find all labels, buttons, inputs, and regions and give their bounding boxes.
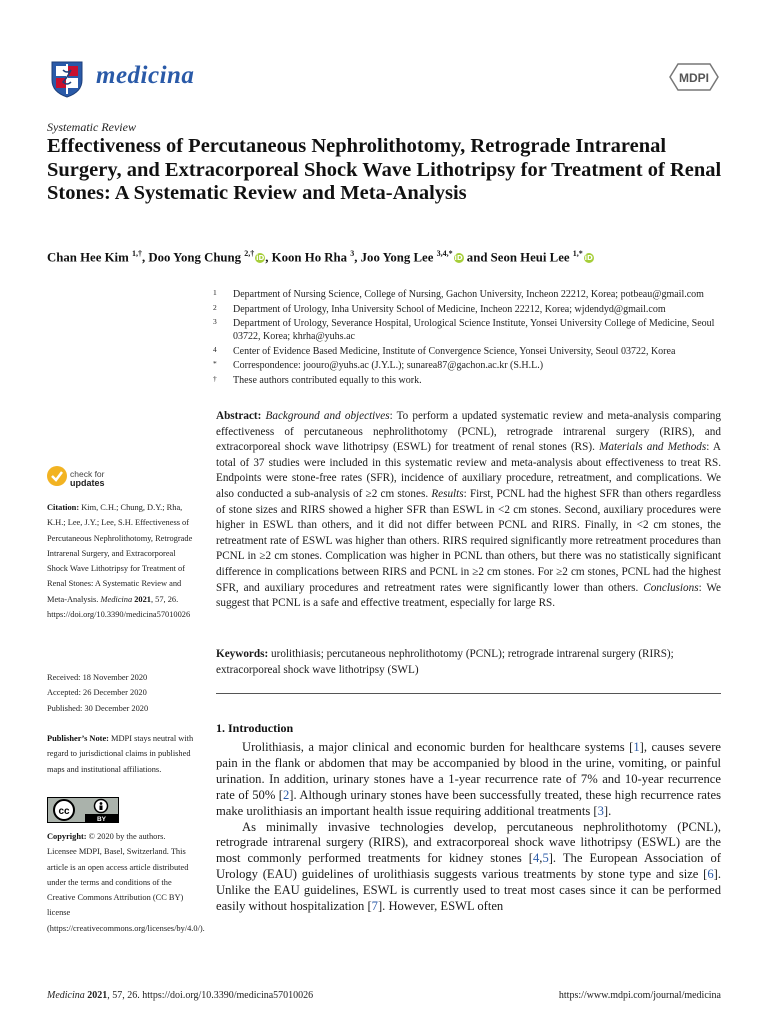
by-person-icon: [100, 802, 103, 805]
author-affiliation-marker: 1,†: [131, 249, 142, 258]
paragraph-text: ]. Although urinary stones have been successfully treated, these high recurrence rates make urolithiasis an important health issue requiring additional treatments [: [216, 787, 721, 818]
affiliation-text: These authors contributed equally to this work.: [233, 374, 422, 386]
keywords-label: Keywords:: [216, 648, 269, 660]
check-updates-label: [70, 470, 105, 488]
affiliation-item: [213, 303, 733, 316]
citation-block: [47, 500, 197, 622]
affiliation-item: [213, 317, 733, 343]
affiliation-mark: 4: [213, 344, 217, 354]
footer-doi[interactable]: , 57, 26. https://doi.org/10.3390/medicina57010026: [107, 990, 314, 1001]
affiliation-item: [213, 288, 733, 301]
introduction-paragraph-1: [216, 740, 721, 820]
section-heading-introduction: 1. Introduction: [216, 721, 294, 735]
affiliation-text: Center of Evidence Based Medicine, Institute of Convergence Science, Yonsei University, Seoul 03722, Korea: [233, 345, 676, 357]
journal-name[interactable]: medicina: [96, 62, 195, 89]
footer-year: 2021: [87, 990, 108, 1001]
paragraph-text: ], causes severe pain in the flank or abdomen that may be accompanied by blood in the urine, vomiting, or painful urination. In addition, urinary stones have a 1-year recurrence rate of 7% and 10-year recurrence rate of 50% [: [216, 740, 721, 802]
orcid-icon[interactable]: iD: [584, 254, 593, 263]
introduction-paragraph-2: [216, 820, 721, 915]
reference-link[interactable]: 1: [633, 740, 640, 754]
paragraph-text: ,: [539, 851, 543, 866]
author-name[interactable]: Seon Heui Lee: [490, 250, 573, 265]
affiliation-mark: 3: [213, 317, 217, 326]
abstract-conclusions-text: : We suggest that PCNL is a safe and effective treatment, especially for large RS.: [216, 581, 721, 610]
received-date: Received: 18 November 2020: [47, 673, 148, 682]
citation-journal: Medicina: [100, 594, 133, 604]
author-separator: ,: [354, 250, 361, 265]
affiliation-item: [213, 345, 733, 358]
abstract-label: Abstract:: [216, 410, 262, 422]
article-title: Effectiveness of Percutaneous Nephrolithotomy, Retrograde Intrarenal Surgery, and Extracorporeal Shock Wave Lithotripsy for Treatment of Renal Stones: A Systematic Review and Meta-Analysis: [47, 135, 722, 204]
paragraph-text: ]. However, ESWL often: [377, 899, 504, 914]
abstract-mm-label: Materials and Methods: [599, 441, 707, 454]
introduction-body: [216, 740, 721, 915]
article-type: Systematic Review: [47, 120, 136, 134]
author-separator: and: [463, 250, 491, 265]
citation-year: 2021: [134, 594, 151, 604]
paragraph-text: As minimally invasive technologies develop, percutaneous nephrolithotomy (PCNL), retrograde intrarenal surgery (RIRS), and extracorporeal shock wave lithotripsy (ESWL) are the most commonly performed treatments for kidney stones [: [216, 819, 721, 866]
cc-icon: cc: [58, 806, 70, 817]
abstract-conclusions-label: Conclusions: [643, 581, 699, 594]
paragraph-text: ]. The European Association of Urology (EAU) guidelines of urolithiasis suggests various treatments by stone type and size [: [216, 851, 721, 882]
footer-citation: [47, 990, 313, 1001]
cc-badge-label: BY: [96, 816, 107, 823]
check-updates-line2: updates: [70, 478, 105, 488]
copyright-label: Copyright:: [47, 832, 87, 841]
citation-label: Citation:: [47, 503, 80, 512]
copyright-text: © 2020 by the authors. Licensee MDPI, Basel, Switzerland. This article is an open access article distributed under the terms and conditions of the Creative Commons Attribution (CC BY) license (https://creativecommons.org/licenses/by/4.0/).: [47, 832, 205, 933]
reference-link[interactable]: 5: [542, 851, 549, 866]
abstract-results-label: Results: [431, 487, 464, 500]
reference-link[interactable]: 7: [371, 899, 378, 914]
abstract: [216, 409, 721, 612]
dates-block: [47, 670, 197, 716]
author-affiliation-marker: 2,†: [244, 249, 255, 258]
publisher-note-label: Publisher’s Note:: [47, 734, 109, 743]
publisher-note: [47, 731, 197, 777]
affiliation-text: Department of Urology, Severance Hospital, Urological Science Institute, Yonsei University College of Medicine, Seoul 03722, Korea; khrha@yuhs.ac: [233, 318, 715, 342]
author-affiliation-marker: 1,*: [572, 249, 583, 258]
affiliation-mark: 2: [213, 302, 217, 312]
accepted-date: Accepted: 26 December 2020: [47, 688, 147, 698]
reference-link[interactable]: 3: [597, 803, 604, 818]
paragraph-text: Urolithiasis, a major clinical and economic burden for healthcare systems [: [242, 740, 634, 754]
affiliation-mark: *: [213, 359, 217, 368]
abstract-bg-label: Background and objectives: [265, 410, 390, 422]
section-divider: [216, 693, 721, 694]
mdpi-logo[interactable]: [668, 62, 720, 92]
affiliation-text: Department of Urology, Inha University School of Medicine, Incheon 22212, Korea; wjdendyd@gmail.com: [233, 303, 666, 315]
cc-by-license-badge[interactable]: [47, 797, 119, 823]
paragraph-text: ].: [603, 803, 612, 818]
orcid-icon[interactable]: iD: [454, 254, 463, 263]
reference-link[interactable]: 6: [707, 867, 714, 882]
affiliation-item: [213, 359, 733, 372]
affiliation-text: Department of Nursing Science, College of Nursing, Gachon University, Incheon 22212, Korea; potbeau@gmail.com: [233, 289, 704, 300]
author-name[interactable]: Chan Hee Kim: [47, 250, 132, 265]
paragraph-text: ]. Unlike the EAU guidelines, ESWL is currently used to treat most cases since it can be performed easily without hospitalization [: [216, 867, 721, 914]
author-separator: ,: [141, 250, 149, 265]
keywords-text: urolithiasis; percutaneous nephrolithotomy (PCNL); retrograde intrarenal surgery (RIRS); extracorporeal shock wave lithotripsy (SWL): [216, 648, 674, 676]
author-separator: ,: [265, 250, 272, 265]
affiliation-list: [213, 288, 733, 388]
author-name[interactable]: Joo Yong Lee: [360, 250, 437, 265]
reference-link[interactable]: 2: [283, 787, 290, 802]
citation-text-2[interactable]: , 57, 26. https://doi.org/10.3390/medicina57010026: [47, 594, 191, 620]
citation-text-1: Kim, C.H.; Chung, D.Y.; Rha, K.H.; Lee, J.Y.; Lee, S.H. Effectiveness of Percutaneous Nephrolithotomy, Retrograde Intrarenal Surgery, and Extracorporeal Shock Wave Lithotripsy for Treatment of Renal Stones: A Systematic Review and Meta-Analysis.: [47, 503, 193, 604]
affiliation-mark: 1: [213, 288, 217, 297]
journal-logo-icon: [48, 58, 86, 98]
check-updates-icon: [46, 465, 68, 487]
abstract-bg-text: : To perform a updated systematic review and meta-analysis comparing effectiveness of percutaneous nephrolithotomy (PCNL), retrograde intrarenal surgery (RIRS), and extracorporeal shock wave lithotripsy (ESWL) for treatment of renal stones (RS).: [216, 410, 721, 454]
affiliation-text: Correspondence: joouro@yuhs.ac (J.Y.L.); sunarea87@gachon.ac.kr (S.H.L.): [233, 360, 544, 371]
keywords: [216, 647, 721, 678]
author-affiliation-marker: 3: [350, 249, 355, 258]
publisher-note-text: MDPI stays neutral with regard to jurisdictional claims in published maps and institutional affiliations.: [47, 734, 194, 774]
affiliation-mark: †: [213, 373, 217, 383]
check-for-updates-button[interactable]: [46, 465, 126, 495]
mdpi-logo-text: MDPI: [679, 71, 709, 85]
author-name[interactable]: Doo Yong Chung: [148, 250, 245, 265]
affiliation-item: [213, 374, 733, 387]
footer-journal-url[interactable]: https://www.mdpi.com/journal/medicina: [558, 990, 721, 1001]
author-affiliation-marker: 3,4,*: [436, 249, 453, 258]
copyright-block: [47, 829, 205, 936]
author-name[interactable]: Koon Ho Rha: [271, 250, 351, 265]
check-updates-line1: check for: [70, 469, 105, 479]
abstract-mm-text: : A total of 37 studies were included in this systematic review and meta-analysis about effectiveness to treat RS. Endpoints were stone-free rates (SFR), incidence of auxiliary procedure, retreatment, and complications. We also conducted a sub-analysis of ≥2 cm stones.: [216, 441, 722, 500]
author-list: [47, 249, 737, 265]
orcid-icon[interactable]: iD: [256, 254, 265, 263]
reference-link[interactable]: 4: [532, 851, 540, 866]
published-date: Published: 30 December 2020: [47, 703, 149, 713]
abstract-results-text: : First, PCNL had the highest SFR than others regardless of stone sizes and RIRS showed a higher SFR than ESWL in <2 cm stones. Second, auxiliary procedures were higher in ESWL than others, and it did not differ between PCNL and RIRS. Finally, in <2 cm stones, the retreatment rate of ESWL was higher than others. RIRS required significantly more retreatment procedures than PCNL in ≥2 cm stones. Complication was higher in PCNL than others, but there was no statistically significant difference in complications between RIRS and PCNL in ≥2 cm stones. For ≥2 cm stones, PCNL had the highest SFR, and auxiliary procedures and retreatment rates were significantly lower than others.: [216, 487, 721, 594]
footer-journal: Medicina: [47, 990, 85, 1001]
